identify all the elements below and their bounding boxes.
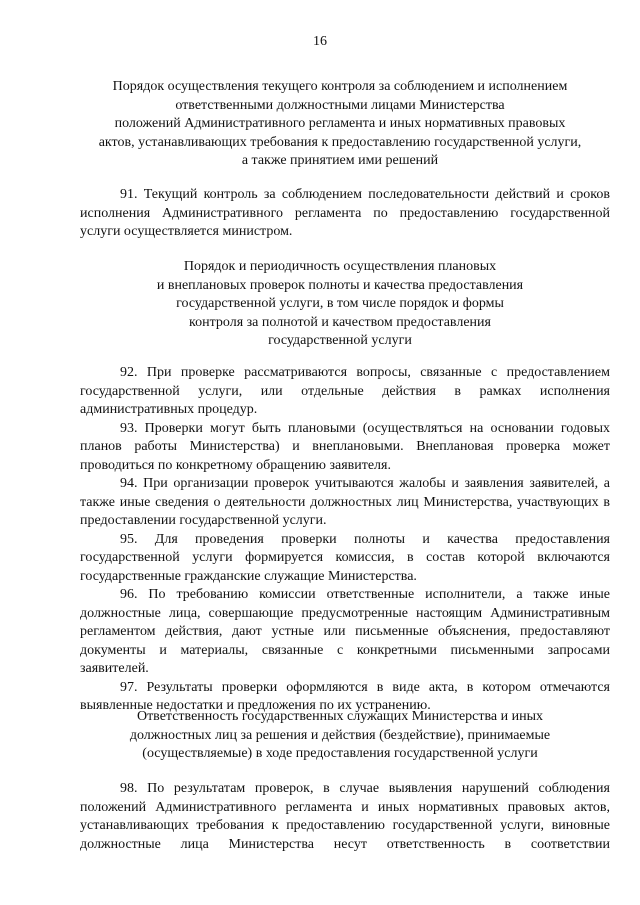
heading-line: и внеплановых проверок полноты и качества предоставления (156, 277, 524, 293)
paragraph-91: 91. Текущий контроль за соблюдением последовательности действий и сроков исполнения Административного регламента по предоставлению государственной услуги осуществляется министром. (80, 187, 610, 239)
paragraph-94: 94. При организации проверок учитываются жалобы и заявления заявителей, а также иные сведения о деятельности должностных лиц Министерства, участвующих в предоставлении государственной услуги. (80, 476, 610, 528)
heading-line: ответственными должностными лицами Министерства (175, 97, 505, 113)
section-body-inspections (80, 364, 610, 716)
heading-line: а также принятием ими решений (241, 153, 439, 168)
heading-line: государственной услуги (268, 333, 412, 348)
heading-line: Порядок осуществления текущего контроля за соблюдением и исполнением (112, 79, 568, 94)
section-heading-inspections (90, 258, 590, 351)
heading-line: актов, устанавливающих требования к предоставлению государственной услуги, (98, 134, 582, 150)
paragraph-98: 98. По результатам проверок, в случае выявления нарушений соблюдения положений Административного регламента и иных нормативных правовых актов, устанавливающих требования к предоставлению государственной услуги, виновные должностные лица Министерства несут ответственность в соответствии (80, 781, 610, 852)
heading-line: контроля за полнотой и качеством предоставления (189, 314, 491, 330)
paragraph-97: 97. Результаты проверки оформляются в виде акта, в котором отмечаются выявленные недостатки и предложения по их устранению. (80, 679, 610, 713)
paragraph-96: 96. По требованию комиссии ответственные исполнители, а также иные должностные лица, совершающие предусмотренные настоящим Административным регламентом действия, дают устные или письменные объяснения, предоставляют документы и материалы, связанные с конкретными письменными запросами заявителей. (80, 587, 610, 676)
page-number: 16 (313, 34, 327, 49)
heading-line: (осуществляемые) в ходе предоставления государственной услуги (142, 746, 538, 761)
heading-line: Ответственность государственных служащих Министерства и иных (136, 709, 544, 724)
paragraph-92: 92. При проверке рассматриваются вопросы, связанные с предоставлением государственной услуги, или отдельные действия в рамках исполнения административных процедур. (80, 365, 610, 417)
heading-line: Порядок и периодичность осуществления плановых (183, 259, 497, 274)
heading-line: положений Административного регламента и иных нормативных правовых (114, 116, 566, 131)
heading-line: государственной услуги, в том числе порядок и формы (176, 296, 504, 311)
section-heading-responsibility (80, 708, 600, 764)
paragraph-93: 93. Проверки могут быть плановыми (осуществляться на основании годовых планов работы Министерства) и внеплановыми. Внеплановая проверка может проводиться по конкретному обращению заявителя. (80, 420, 610, 473)
section-body-current-control (80, 186, 610, 242)
paragraph-95: 95. Для проведения проверки полноты и качества предоставления государственной услуги формируется комиссия, в состав которой включаются государственные гражданские служащие Министерства. (80, 531, 610, 584)
heading-line: должностных лиц за решения и действия (бездействие), принимаемые (129, 727, 551, 743)
section-body-responsibility (80, 780, 610, 854)
section-heading-current-control (60, 78, 620, 171)
